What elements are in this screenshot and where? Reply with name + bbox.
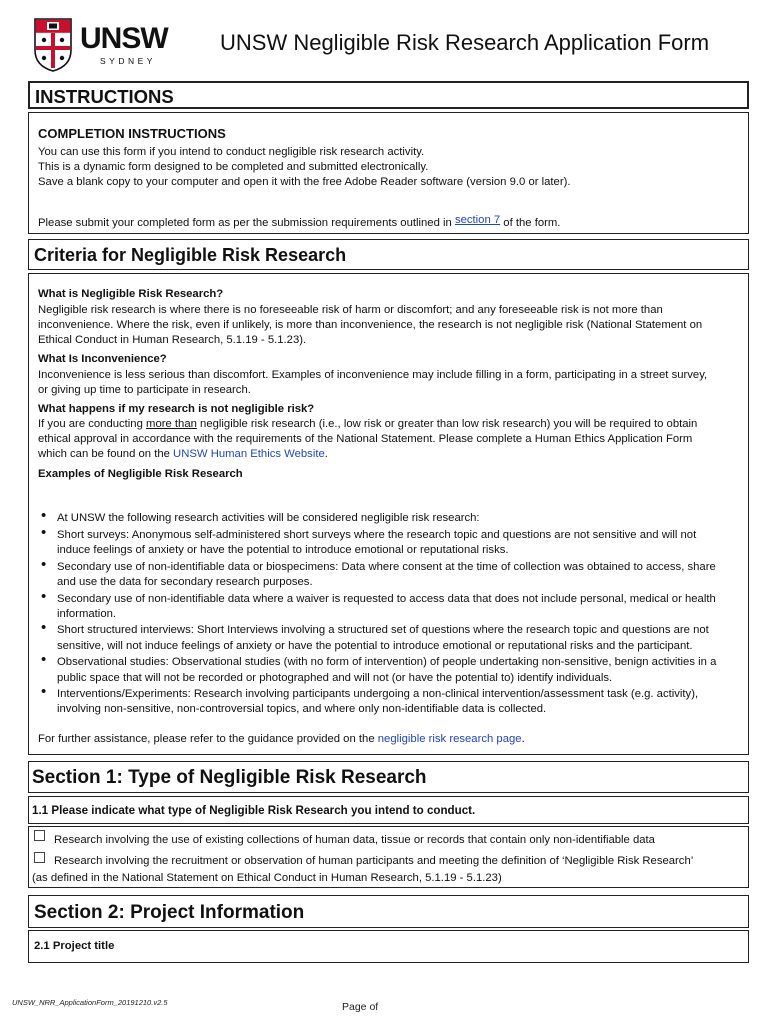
section1-options [28,826,749,888]
example-item [41,619,746,653]
examples-heading: Examples of Negligible Risk Research [38,468,243,480]
bullet-icon: • [41,651,47,669]
option1-checkbox[interactable] [34,830,45,841]
section1-question: 1.1 Please indicate what type of Negligible Risk Research you intend to conduct. [32,804,476,817]
q3-line: ethical approval in accordance with the requirements of the National Statement. Please complete a Human Ethics Application Form [38,433,693,445]
example-item-line: involving non-sensitive, non-controversial topics, and where only non-identifiable data is collected. [57,703,547,716]
q3-line [38,417,697,432]
q2-line: Inconvenience is less serious than discomfort. Examples of inconvenience may include filling in a form, participating in a street survey, [38,369,708,381]
example-item [41,555,746,590]
q2-line: or giving up time to participate in research. [38,384,251,396]
example-item [41,587,746,622]
q1-line: inconvenience. Where the risk, even if unlikely, is more than inconvenience, the research is not negligible risk (National Statement on [38,319,703,331]
option2-checkbox[interactable] [34,852,45,863]
example-item-line: Short surveys: Anonymous self-administered short surveys where the research topic and questions are not sensitive and will not [57,528,697,541]
option2-label: Research involving the recruitment or observation of human participants and meeting the definition of ‘Negligible Risk Research’ [54,855,694,867]
section2-header [28,895,749,928]
submit-prefix: Please submit your completed form as per the submission requirements outlined in [38,217,452,229]
option2-label-continued: (as defined in the National Statement on Ethical Conduct in Human Research, 5.1.19 - 5.1.23) [32,872,502,884]
example-item [41,523,746,558]
submit-instruction [38,216,560,231]
q3-underlined-phrase: more than [146,418,197,430]
negligible-risk-page-link[interactable]: negligible risk research page [377,733,522,745]
example-item-line: Secondary use of non-identifiable data where a waiver is requested to access data that does not include personal, medical or health [57,592,716,605]
project-title-label: 2.1 Project title [34,940,115,952]
further-assistance [38,732,525,747]
q2-heading: What Is Inconvenience? [38,353,167,365]
q3-line3-suffix: . [324,448,328,460]
example-item-line: and use the data for secondary research purposes. [57,575,313,588]
examples-list [41,507,746,719]
q3-line1-prefix: If you are conducting [38,418,143,430]
instructions-header [28,81,749,109]
example-item-line: Secondary use of non-identifiable data or biospecimens: Data where consent at the time of collection was obtained to access, share [57,560,716,573]
unsw-logo [34,18,174,78]
example-item-line: information. [57,607,117,620]
section2-title: Section 2: Project Information [34,902,305,923]
section1-question-box [28,796,749,824]
form-id: UNSW_NRR_ApplicationForm_20191210.v2.5 [12,998,168,1007]
bullet-icon: • [41,555,47,573]
example-item [41,651,746,685]
logo-text: UNSW [80,22,168,55]
instructions-title: INSTRUCTIONS [35,86,174,107]
page-number: Page of [342,1001,379,1013]
bullet-icon: • [41,619,47,637]
section1-title: Section 1: Type of Negligible Risk Research [32,767,427,788]
project-title-field[interactable] [28,930,749,963]
logo-subtext: SYDNEY [100,56,156,66]
example-item-line: Observational studies: Observational studies (with no form of intervention) of people undertaking non-sensitive, benign activities in a [57,656,717,669]
q1-line: Negligible risk research is where there is no foreseeable risk of harm or discomfort; and any foreseeable risk is not more than [38,304,663,316]
example-item-line: public space that will not be recorded or photographed and will not (or have the potential to) identify individuals. [57,671,613,684]
q3-line1-suffix: negligible risk research (i.e., low risk or greater than low risk research) you will be required to obtain [200,418,698,430]
criteria-title: Criteria for Negligible Risk Research [34,245,347,265]
bullet-icon: • [41,507,47,524]
section1-header [28,761,749,793]
example-item-line: sensitive, will not induce feelings of anxiety or have the potential to introduce emotional or reputational risks and the participant. [57,639,693,652]
criteria-header [28,239,749,270]
form-title: UNSW Negligible Risk Research Application Form [220,30,710,55]
bullet-icon: • [41,683,47,701]
instructions-body [28,112,749,234]
instruction-line: This is a dynamic form designed to be completed and submitted electronically. [38,161,429,173]
further-prefix: For further assistance, please refer to the guidance provided on the [38,733,375,745]
q1-heading: What is Negligible Risk Research? [38,288,224,300]
example-item-line: Interventions/Experiments: Research involving participants undergoing a non-clinical intervention/assessment task (e.g. activity), [57,688,699,701]
q3-line3-prefix: which can be found on the [38,448,170,460]
completion-instructions-heading: COMPLETION INSTRUCTIONS [38,126,226,141]
unsw-crest-icon [34,18,72,72]
example-item-line: Short structured interviews: Short Interviews involving a structured set of questions where the research topic and questions are not [57,624,709,637]
example-item-line: At UNSW the following research activities will be considered negligible risk research: [57,512,480,524]
bullet-icon: • [41,587,47,605]
example-item-line: induce feelings of anxiety or have the potential to introduce emotional or reputational risks. [57,543,509,556]
option1-label: Research involving the use of existing collections of human data, tissue or records that contain only non-identifiable data [54,834,655,846]
q3-heading: What happens if my research is not negligible risk? [38,403,315,415]
further-suffix: . [521,733,525,745]
bullet-icon: • [41,523,47,541]
example-item [41,683,746,717]
submit-suffix: of the form. [503,217,561,229]
q1-line: Ethical Conduct in Human Research, 5.1.19 - 5.1.23). [38,334,307,346]
q3-line [38,447,328,462]
example-item [41,507,746,526]
human-ethics-website-link[interactable]: UNSW Human Ethics Website [173,448,325,460]
criteria-body [28,273,749,755]
section-7-link[interactable]: section 7 [454,214,501,226]
instruction-line: Save a blank copy to your computer and open it with the free Adobe Reader software (version 9.0 or later). [38,176,571,188]
instruction-line: You can use this form if you intend to conduct negligible risk research activity. [38,146,425,158]
